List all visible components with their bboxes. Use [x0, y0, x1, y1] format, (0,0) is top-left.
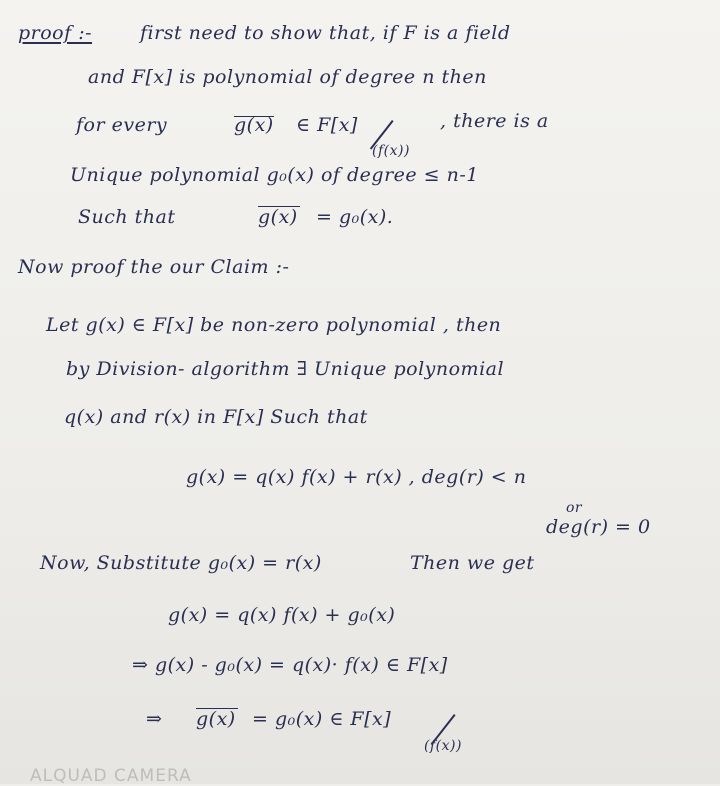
quotient-denominator: (f(x)) [424, 738, 462, 754]
proof-heading: proof :- [18, 22, 93, 44]
proof-line-14: ⇒ g(x) - g₀(x) = q(x)· f(x) ∈ F[x] [132, 654, 448, 676]
proof-line-1: first need to show that, if F is a field [140, 22, 511, 44]
proof-line-9: q(x) and r(x) in F[x] Such that [64, 406, 368, 428]
camera-watermark: ALQUAD CAMERA [30, 766, 192, 786]
degree-condition: deg(r) = 0 [546, 516, 651, 538]
claim-heading: Now proof the our Claim :- [18, 256, 290, 278]
proof-line-3-c: ∈ F[x] [296, 114, 358, 136]
proof-line-4: Unique polynomial g₀(x) of degree ≤ n-1 [70, 164, 479, 186]
proof-line-12-a: Now, Substitute g₀(x) = r(x) [40, 552, 322, 574]
quotient-denominator: (f(x)) [372, 143, 410, 159]
proof-line-3-a: for every [76, 114, 168, 136]
or-label: or [566, 500, 583, 516]
proof-line-5-c: = g₀(x). [316, 206, 394, 228]
proof-line-12-b: Then we get [410, 552, 535, 574]
implies-symbol: ⇒ [146, 708, 163, 730]
proof-line-3-d: , there is a [440, 110, 549, 132]
proof-line-3-b: g(x) [234, 114, 274, 136]
proof-line-8: by Division- algorithm ∃ Unique polynomial [66, 358, 505, 380]
proof-line-15-b: g(x) [196, 708, 236, 730]
proof-line-15-c: = g₀(x) ∈ F[x] [252, 708, 392, 730]
proof-line-7: Let g(x) ∈ F[x] be non-zero polynomial , then [46, 314, 502, 336]
proof-line-13: g(x) = q(x) f(x) + g₀(x) [168, 604, 396, 626]
division-equation: g(x) = q(x) f(x) + r(x) , deg(r) < n [186, 466, 527, 488]
proof-line-2: and F[x] is polynomial of degree n then [88, 66, 487, 88]
proof-line-5-a: Such that [78, 206, 176, 228]
proof-line-5-b: g(x) [258, 206, 298, 228]
